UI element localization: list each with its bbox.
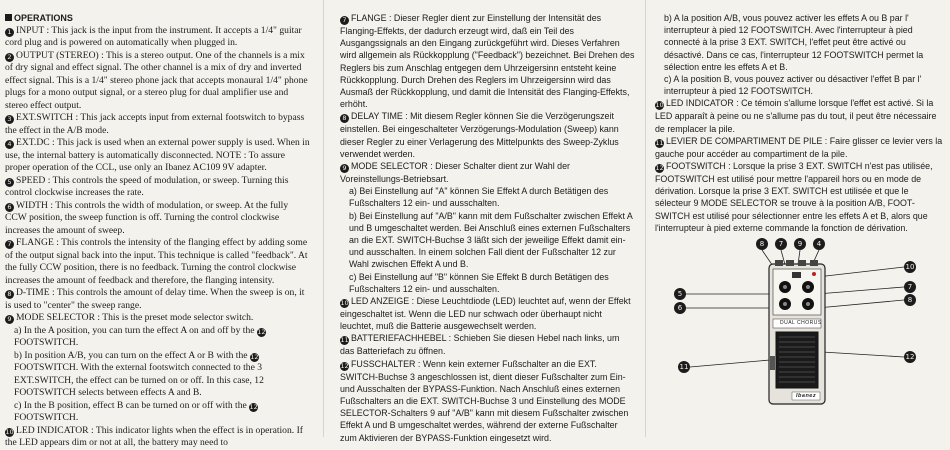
sub-item: c) In the B position, effect B can be turned on or off with the 12FOOTSWITCH. xyxy=(14,399,258,423)
list-item: 3 EXT.SWITCH : This jack accepts input from external footswitch to bypass the effect in the A/B mode. xyxy=(5,112,305,136)
number-badge: 11 xyxy=(655,138,664,147)
number-badge: 4 xyxy=(5,140,14,149)
number-badge: 9 xyxy=(5,315,14,324)
sub-item: a) Bei Einstellung auf "A" können Sie Effekt A durch Betätigen des Fußschalters 12 ein- und ausschalten. xyxy=(349,186,609,209)
list-item: 9 MODE SELECTOR : This is the preset mode selector switch. xyxy=(5,312,310,325)
fold-line xyxy=(323,0,324,437)
german-column xyxy=(340,12,635,444)
fold-line xyxy=(645,0,646,437)
sub-item: b) In position A/B, you can turn on the effect A or B with the 12FOOTSWITCH. With the external footswitch connected to the 3 EXT.SWITCH, the effect can be turned on or off. In this case, 12 FOOTSWITCH selects between effects A and B. xyxy=(14,349,264,398)
list-item: 11 BATTERIEFACHHEBEL : Schieben Sie diesen Hebel nach links, um das Batteriefach zu öffnen. xyxy=(340,333,620,357)
number-badge: 5 xyxy=(5,178,14,187)
number-badge: 9 xyxy=(340,164,349,173)
callout-badge: 10 xyxy=(905,263,915,271)
number-badge: 8 xyxy=(5,290,14,299)
list-item: 12 FOOTSWITCH : Lorsque la prise 3 EXT. SWITCH n'est pas utilisée, FOOTSWITCH est utilisé pour mettre l'appareil hors ou en mode de dérivation. Lorsque la prise 3 EXT. SWITCH est utilisée et que le sélecteur 9 MODE SELECTOR se trouve à la position A/B, FOOT-SWITCH est utilisé pour sélectionner entre les effets A et B, alors que l'interrupteur à pied externe commande la fonction de dérivation. xyxy=(655,161,933,233)
list-item: 7 FLANGE : This controls the intensity of the flanging effect by adding some of the output signal back into the input. This technique is called "feedback". At the fully CCW position, there is no feedback. Turning the control clockwise increases the amount of feedback and therefore, the flanging intensity. xyxy=(5,237,308,286)
pedal-diagram xyxy=(672,232,932,432)
pedal-illustration xyxy=(672,232,932,432)
callout-badge: 11 xyxy=(679,363,689,371)
list-item: 10 LED ANZEIGE : Diese Leuchtdiode (LED) leuchtet auf, wenn der Effekt eingeschaltet ist. Wenn die LED nur schwach oder überhaupt nicht leuchtet, muß die Batterie ausgewechselt werden. xyxy=(340,296,631,332)
callout-badge: 7 xyxy=(775,238,787,250)
list-item: 1 INPUT : This jack is the input from the instrument. It accepts a 1/4" guitar cord plug and is powered on automatically when plugged in. xyxy=(5,24,302,48)
number-badge: 12 xyxy=(249,402,258,411)
number-badge: 11 xyxy=(340,336,349,345)
callout-badge: 9 xyxy=(794,238,806,250)
number-badge: 1 xyxy=(5,28,14,37)
number-badge: 2 xyxy=(5,53,14,62)
list-item: 8 D-TIME : This controls the amount of delay time. When the sweep is on, it is used to "center" the sweep range. xyxy=(5,287,305,311)
number-badge: 8 xyxy=(340,114,349,123)
sub-item: a) In the A position, you can turn the effect A on and off by the 12FOOTSWITCH. xyxy=(14,324,266,348)
number-badge: 6 xyxy=(5,203,14,212)
list-item: 6 WIDTH : This controls the width of modulation, or sweep. At the fully CCW position, the sweep function is off. Turning the control clockwise increases the amount of sweep. xyxy=(5,199,289,236)
callout-badge: 8 xyxy=(904,294,916,306)
english-column xyxy=(5,12,310,450)
list-item: 11 LEVIER DE COMPARTIMENT DE PILE : Faire glisser ce levier vers la gauche pour accéder au compartiment de la pile. xyxy=(655,135,943,159)
square-bullet-icon xyxy=(5,14,12,21)
list-item: 10 LED INDICATOR : This indicator lights when the effect is in operation. If the LED appears dim or not at all, the battery may need to xyxy=(5,424,303,448)
callout-badge: 7 xyxy=(904,281,916,293)
sub-item: b) Bei Einstellung auf "A/B" kann mit dem Fußschalter zwischen Effekt A und B umgeschaltet werden. Bei Anschluß eines externen Fußschalters an die EXT. SWITCH-Buchse 3 läßt sich der jeweilige Effekt damit ein- und ausschalten. In einem solchen Fall dient der Fußschalter 12 zur Wahl zwischen Effekt A und B. xyxy=(349,210,633,270)
number-badge: 12 xyxy=(257,327,266,336)
english-items xyxy=(5,25,310,450)
brand-logo: Ibanez xyxy=(796,393,817,399)
french-column xyxy=(655,12,945,234)
number-badge: 10 xyxy=(5,427,14,436)
number-badge: 7 xyxy=(5,240,14,249)
sub-item: c) Bei Einstellung auf "B" können Sie Effekt B durch Betätigen des Fußschalters 12 ein- und ausschalten. xyxy=(349,271,609,294)
number-badge: 7 xyxy=(340,16,349,25)
number-badge: 12 xyxy=(250,352,259,361)
sub-item: c) A la position B, vous pouvez activer ou désactiver l'effet B par l' interrupteur à pied 12 FOOTSWITCH. xyxy=(664,74,922,97)
list-item: 9 MODE SELECTOR : Dieser Schalter dient zur Wahl der Voreinstellungs-Betriebsart. xyxy=(340,161,570,185)
list-item: 2 OUTPUT (STEREO) : This is a stereo output. One of the channels is a mix of dry signal and effect signal. The other channel is a mix of dry and inverted effect signal. This is a 1/4" stereo phone jack that accepts monaural 1/4" phone plugs for a mono output signal, or a stereo plug for dual amplifier use and stereo effect output. xyxy=(5,49,308,111)
callout-badge: 8 xyxy=(756,238,768,250)
callout-badge: 6 xyxy=(674,302,686,314)
list-item: 4 EXT.DC : This jack is used when an external power supply is used. When in use, the internal battery is automatically disconnected. NOTE : To assure proper operation of the CCL, use only an Ibanez AC109 9V adapter. xyxy=(5,137,310,173)
list-item: 5 SPEED : This controls the speed of modulation, or sweep. Turning this control clockwise increases the rate. xyxy=(5,174,289,198)
callout-badge: 4 xyxy=(813,238,825,250)
list-item: 8 DELAY TIME : Mit diesem Regler können Sie die Verzögerungszeit einstellen. Bei eingeschalteter Verzögerungs-Modulation (Sweep) kann dieser Regler zu einer Verlagerung des Mittelpunkts des Sweep-Zyklus verwendet werden. xyxy=(340,111,619,159)
number-badge: 12 xyxy=(340,361,349,370)
number-badge: 12 xyxy=(655,164,664,173)
number-badge: 3 xyxy=(5,115,14,124)
pedal-name-label: DUAL CHORUS xyxy=(780,320,822,326)
callout-badge: 12 xyxy=(905,353,915,361)
list-item: 12 FUSSCHALTER : Wenn kein externer Fußschalter an die EXT. SWITCH-Buchse 3 angeschlossen ist, dient dieser Fußschalter zum Ein- und Ausschalten der BYPASS-Funktion. Nach Anschluß eines externen Fußschalters an die EXT. SWITCH-Buchse 3 und Einstellung des MODE SELECTOR-Schalters 9 auf "A/B" kann mit diesem Fußschalter zwischen Effekt A und B umgeschaltet werdes, während der externe Fußschalter zum Aktivieren der BYPASS-Funktion eingesetzt wird. xyxy=(340,358,629,443)
number-badge: 10 xyxy=(340,299,349,308)
list-item: 7 FLANGE : Dieser Regler dient zur Einstellung der Intensität des Flanging-Effekts, der dadurch erzeugt wird, daß ein Teil des Ausgangssignals an den Eingang zurückgeführt wird. Dieses Verfahren wird allgemein als Rückkopplung ("Feedback") bezeichnet. Bei Drehen des Reglers bis zum Anschlag entgegen dem Uhrzeigersinn entsteht keine Rückkopplung. Durch Drehen des Reglers im Uhrzeigersinn wird das Ausmaß der Rückkopplung, und damit die Intensität des Flanging-Effekts, erhöht. xyxy=(340,13,635,110)
number-badge: 10 xyxy=(655,101,664,110)
operations-heading: OPERATIONS xyxy=(5,12,310,25)
callout-badge: 5 xyxy=(674,288,686,300)
list-item: 10 LED INDICATOR : Ce témoin s'allume lorsque l'effet est activé. Si la LED apparaît à peine ou ne s'allume pas du tout, il peut être nécessaire de remplacer la pile. xyxy=(655,98,937,134)
sub-item: b) A la position A/B, vous pouvez activer les effets A ou B par l' interrupteur à pied 12 FOOTSWITCH. Avec l'interrupteur à pied connecté à la prise 3 EXT. SWITCH, l'effet peut être activé ou désactivé. Dans ce cas, l'interrupteur 12 FOOTSWITCH permet la sélection entre les effets A et B. xyxy=(664,13,924,72)
